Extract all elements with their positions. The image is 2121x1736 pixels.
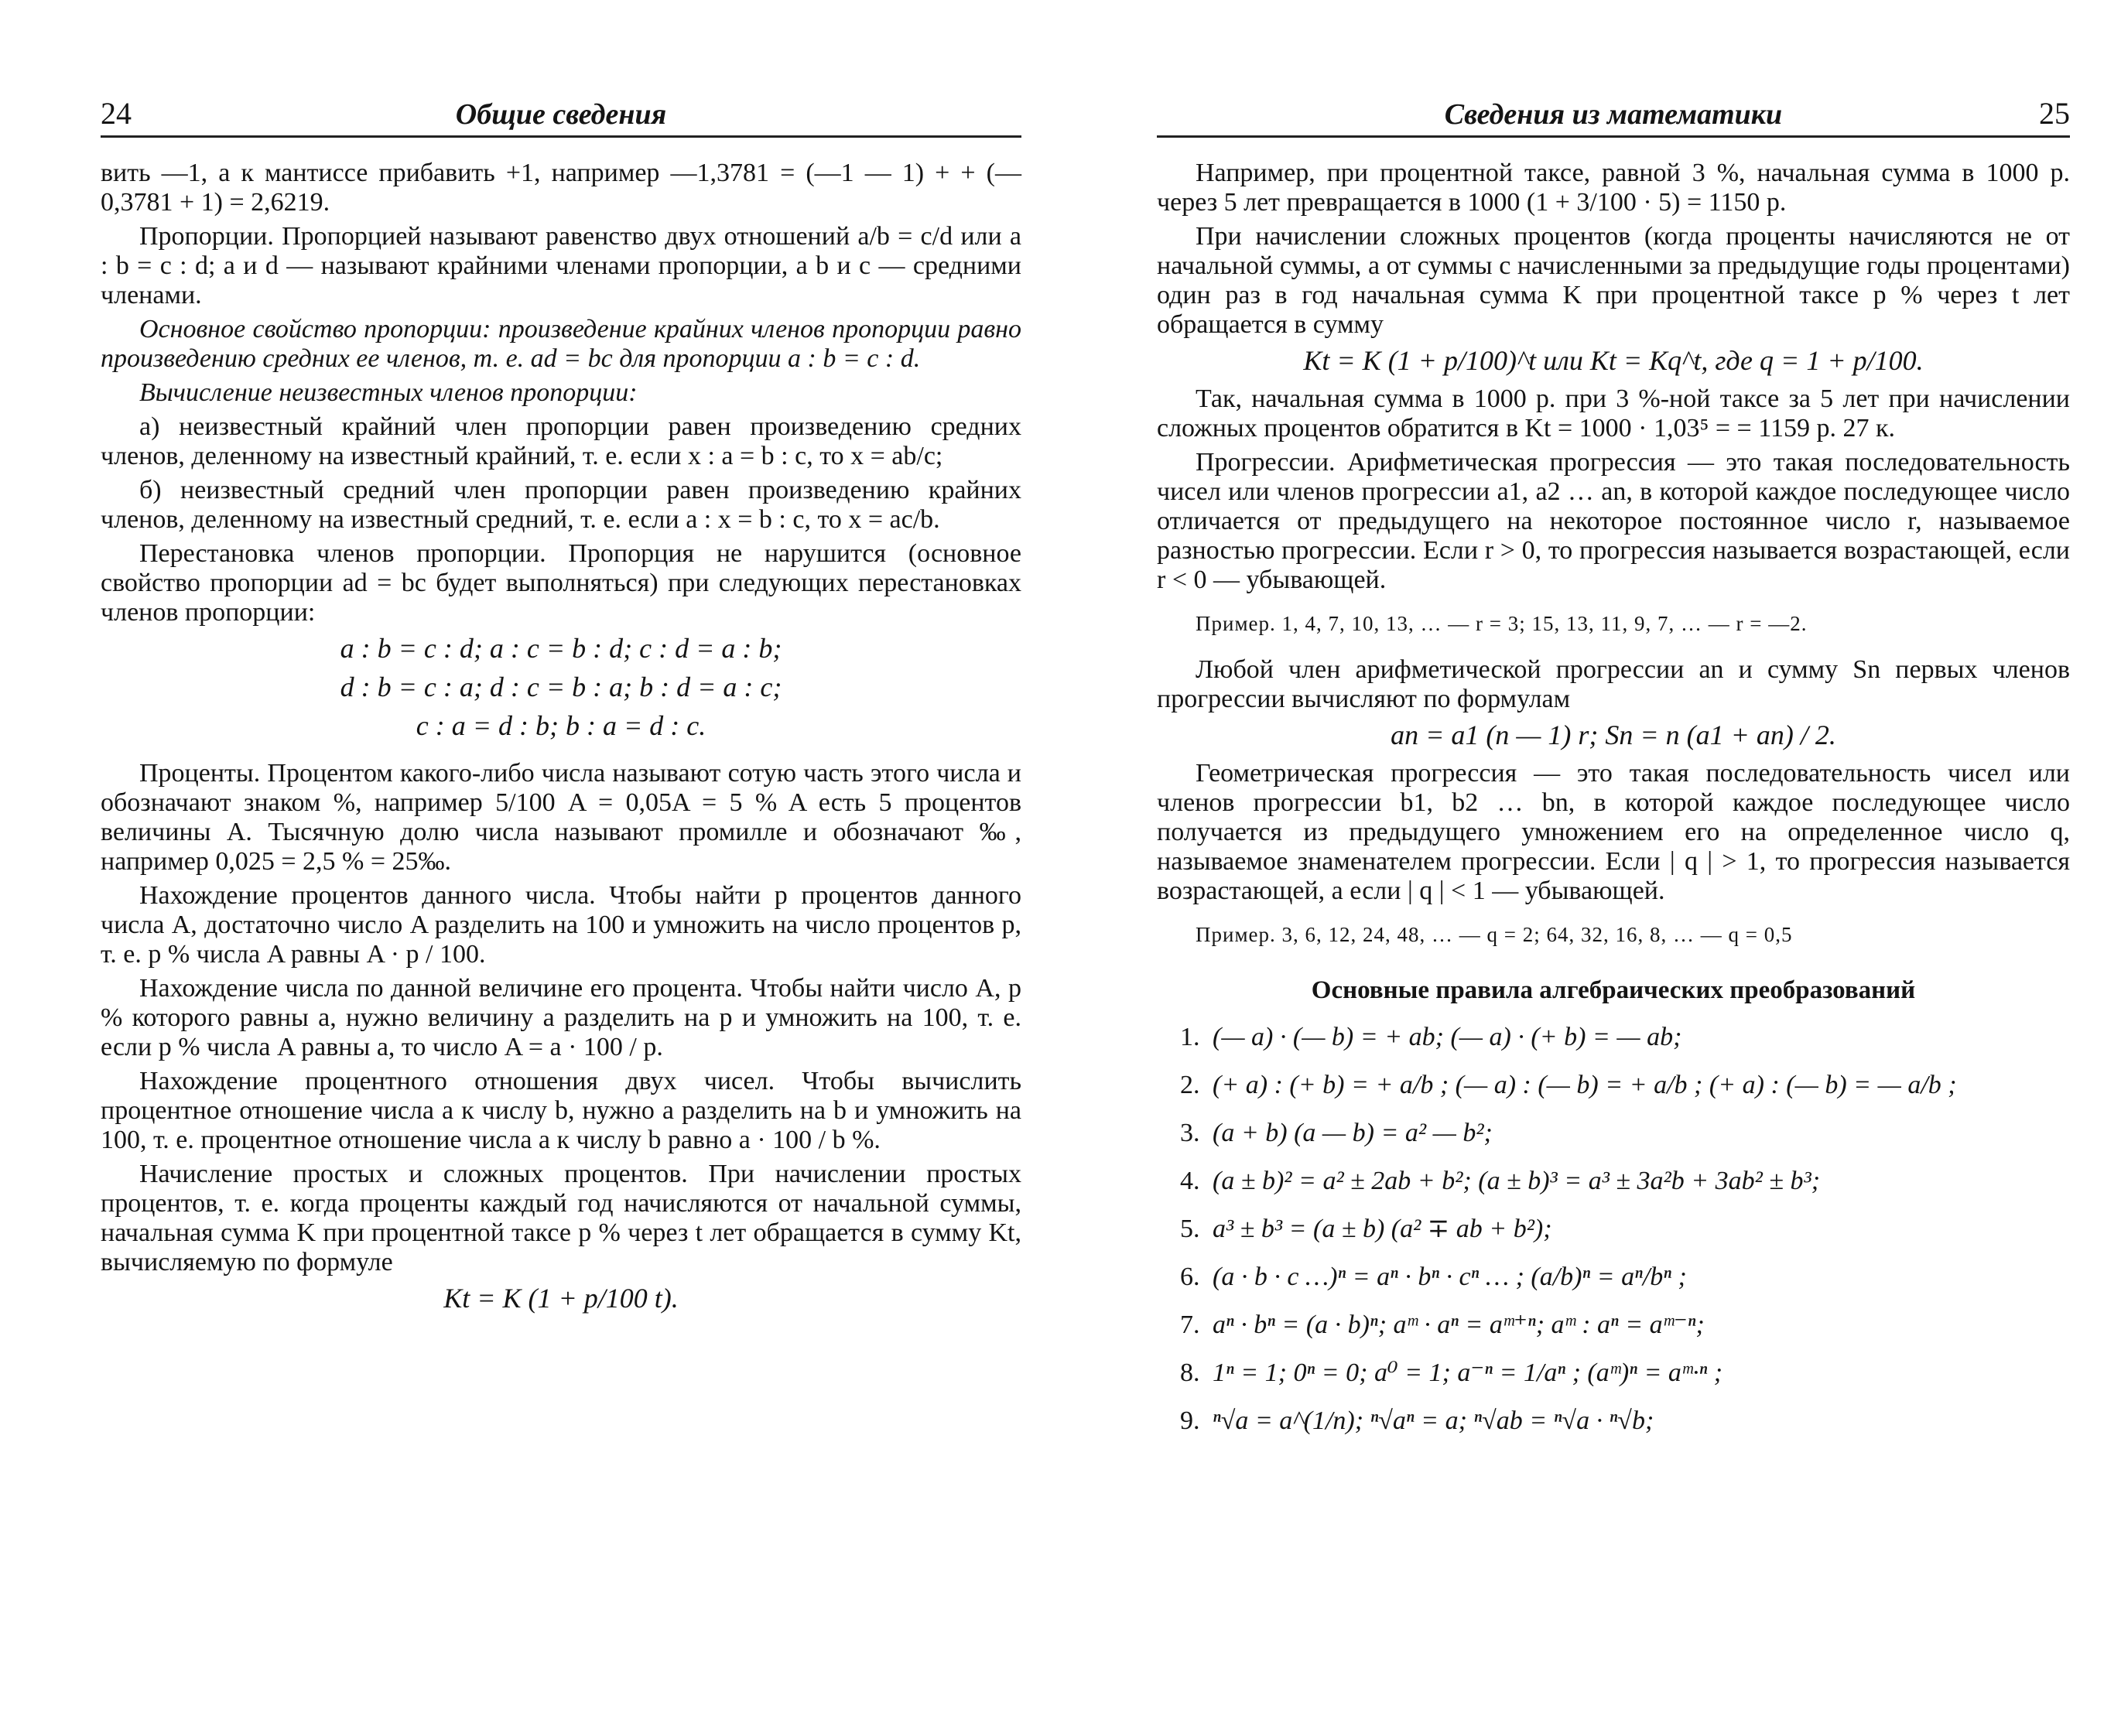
rule-number: 8. [1180, 1358, 1200, 1387]
right-page-header [1157, 91, 2070, 138]
rule-formula: (a ± b)² = a² ± 2ab + b²; (a ± b)³ = a³ ± 3a²b + 3ab² ± b³; [1213, 1167, 1821, 1195]
paragraph: Перестановка членов пропорции. Пропорция не нарушится (основное свойство пропорции ad = bc будет выполняться) при следующих перестановках членов пропорции: [101, 539, 1021, 627]
rule-item [1180, 1070, 2070, 1101]
rule-number: 9. [1180, 1406, 1200, 1435]
rule-number: 1. [1180, 1023, 1200, 1051]
paragraph: Начисление простых и сложных процентов. При начислении простых процентов, т. е. когда проценты каждый год начисляются от начальной суммы, начальная сумма K при процентной таксе p % через t лет обращается в сумму Kt, вычисляемую по формуле [101, 1160, 1021, 1276]
equation-line: a : b = c : d; a : c = b : d; c : d = a : b; [340, 633, 782, 664]
rule-formula: (+ a) : (+ b) = + a/b ; (— a) : (— b) = + a/b ; (+ a) : (— b) = — a/b ; [1213, 1071, 1957, 1099]
paragraph: Нахождение процентного отношения двух чисел. Чтобы вычислить процентное отношение числа a к числу b, нужно a разделить на b и умножить на 100, т. е. процентное отношение числа a к числу b равно a · 100 / b %. [101, 1067, 1021, 1154]
rule-item [1180, 1310, 2070, 1341]
paragraph-percent: Проценты. Процентом какого-либо числа называют сотую часть этого числа и обозначают знаком %, например 5/100 A = 0,05A = 5 % A есть 5 процентов величины A. Тысячную долю числа называют промилле и обозначают ‰, например 0,025 = 2,5 % = 25‰. [101, 759, 1021, 876]
right-page [1157, 0, 2070, 1736]
paragraph: Геометрическая прогрессия — это такая последовательность чисел или членов прогрессии b1, b2 … bn, в которой каждое последующее число получается из предыдущего умножением его на определенное число q, называемое знаменателем прогрессии. Если | q | > 1, то прогрессия называется возрастающей, а если | q | < 1 — убывающей. [1157, 759, 2070, 905]
equation-line: Kt = K (1 + p/100 t). [443, 1283, 679, 1314]
paragraph: б) неизвестный средний член пропорции равен произведению крайних членов, деленному на известный средний, т. е. если a : x = b : c, то x = ac/b. [101, 476, 1021, 534]
paragraph: Например, при процентной таксе, равной 3 %, начальная сумма в 1000 р. через 5 лет превращается в 1000 (1 + 3/100 · 5) = 1150 р. [1157, 159, 2070, 217]
equation-line: d : b = c : a; d : c = b : a; b : d = a : c; [340, 672, 782, 702]
rule-number: 2. [1180, 1071, 1200, 1099]
rule-item [1180, 1022, 2070, 1053]
rule-formula: aⁿ · bⁿ = (a · b)ⁿ; aᵐ · aⁿ = aᵐ⁺ⁿ; aᵐ : aⁿ = aᵐ⁻ⁿ; [1213, 1311, 1705, 1339]
paragraph: Так, начальная сумма в 1000 р. при 3 %-ной таксе за 5 лет при начислении сложных процентов обратится в Kt = 1000 · 1,03⁵ = = 1159 р. 27 к. [1157, 384, 2070, 443]
paragraph: Нахождение процентов данного числа. Чтобы найти p процентов данного числа A, достаточно число A разделить на 100 и умножить на число процентов p, т. е. p % числа A равны A · p / 100. [101, 881, 1021, 969]
rule-number: 3. [1180, 1119, 1200, 1147]
paragraph-progressions: Прогрессии. Арифметическая прогрессия — это такая последовательность чисел или членов прогрессии a1, a2 … an, в которой каждое последующее число отличается от предыдущего на некоторое постоянное число r, называемое разностью прогрессии. Если r > 0, то прогрессия называется возрастающей, если r < 0 — убывающей. [1157, 448, 2070, 594]
running-head: Общие сведения [455, 98, 667, 131]
page-number: 24 [101, 96, 132, 131]
rule-item [1180, 1214, 2070, 1245]
example-line: Пример. 1, 4, 7, 10, 13, … — r = 3; 15, 13, 11, 9, 7, … — r = —2. [1196, 612, 1808, 635]
rule-item [1180, 1358, 2070, 1389]
rule-item [1180, 1406, 2070, 1437]
rule-formula: ⁿ√a = a^(1/n); ⁿ√aⁿ = a; ⁿ√ab = ⁿ√a · ⁿ√b; [1213, 1406, 1654, 1435]
rule-number: 5. [1180, 1215, 1200, 1243]
right-page-body [1157, 159, 2070, 1454]
rule-item [1180, 1118, 2070, 1149]
section-heading: Основные правила алгебраических преобразований [1311, 976, 1916, 1004]
example-line: Пример. 3, 6, 12, 24, 48, … — q = 2; 64, 32, 16, 8, … — q = 0,5 [1196, 923, 1793, 946]
rule-item [1180, 1166, 2070, 1197]
paragraph: Любой член арифметической прогрессии an и сумму Sn первых членов прогрессии вычисляют по формулам [1157, 655, 2070, 713]
paragraph: При начислении сложных процентов (когда проценты начисляются не от начальной суммы, а от суммы с начисленными за предыдущие годы процентами) один раз в год начальная сумма K при процентной таксе p % через t лет обращается в сумму [1157, 222, 2070, 339]
equation-line: Kt = K (1 + p/100)^t или Kt = Kq^t, где q = 1 + p/100. [1303, 345, 1924, 376]
left-page-header [101, 91, 1021, 138]
rule-item [1180, 1262, 2070, 1293]
rule-formula: 1ⁿ = 1; 0ⁿ = 0; a⁰ = 1; a⁻ⁿ = 1/aⁿ ; (aᵐ)ⁿ = aᵐ·ⁿ ; [1213, 1358, 1723, 1387]
page-number: 25 [2039, 96, 2070, 131]
equation-line: an = a1 (n — 1) r; Sn = n (a1 + an) / 2. [1391, 719, 1836, 750]
equation-line: c : a = d : b; b : a = d : c. [416, 710, 706, 741]
header-rule [101, 135, 1021, 138]
rule-formula: (— a) · (— b) = + ab; (— a) · (+ b) = — ab; [1213, 1023, 1682, 1051]
rule-formula: a³ ± b³ = (a ± b) (a² ∓ ab + b²); [1213, 1215, 1552, 1243]
header-rule [1157, 135, 2070, 138]
paragraph: а) неизвестный крайний член пропорции равен произведению средних членов, деленному на известный крайний, т. е. если x : a = b : c, то x = ab/c; [101, 412, 1021, 470]
left-page [101, 0, 1021, 1736]
paragraph: вить —1, а к мантиссе прибавить +1, например —1,3781 = (—1 — 1) + + (—0,3781 + 1) = 2,6219. [101, 159, 1021, 217]
paragraph: Основное свойство пропорции: произведение крайних членов пропорции равно произведению средних ее членов, т. е. ad = bc для пропорции a : b = c : d. [101, 315, 1021, 373]
running-head: Сведения из математики [1444, 98, 1783, 131]
rule-number: 4. [1180, 1167, 1200, 1195]
rule-formula: (a · b · c …)ⁿ = aⁿ · bⁿ · cⁿ … ; (a/b)ⁿ = aⁿ/bⁿ ; [1213, 1263, 1687, 1291]
rule-number: 7. [1180, 1311, 1200, 1339]
paragraph-proportions: Пропорции. Пропорцией называют равенство двух отношений a/b = c/d или a : b = c : d; a и d — называют крайними членами пропорции, a b и c — средними членами. [101, 222, 1021, 309]
paragraph: Нахождение числа по данной величине его процента. Чтобы найти число A, p % которого равны a, нужно величину a разделить на p и умножить на 100, т. е. если p % числа A равны a, то число A = a · 100 / p. [101, 974, 1021, 1061]
paragraph: Вычисление неизвестных членов пропорции: [139, 378, 638, 407]
left-page-body [101, 159, 1021, 1322]
rule-number: 6. [1180, 1263, 1200, 1291]
rule-formula: (a + b) (a — b) = a² — b²; [1213, 1119, 1493, 1147]
